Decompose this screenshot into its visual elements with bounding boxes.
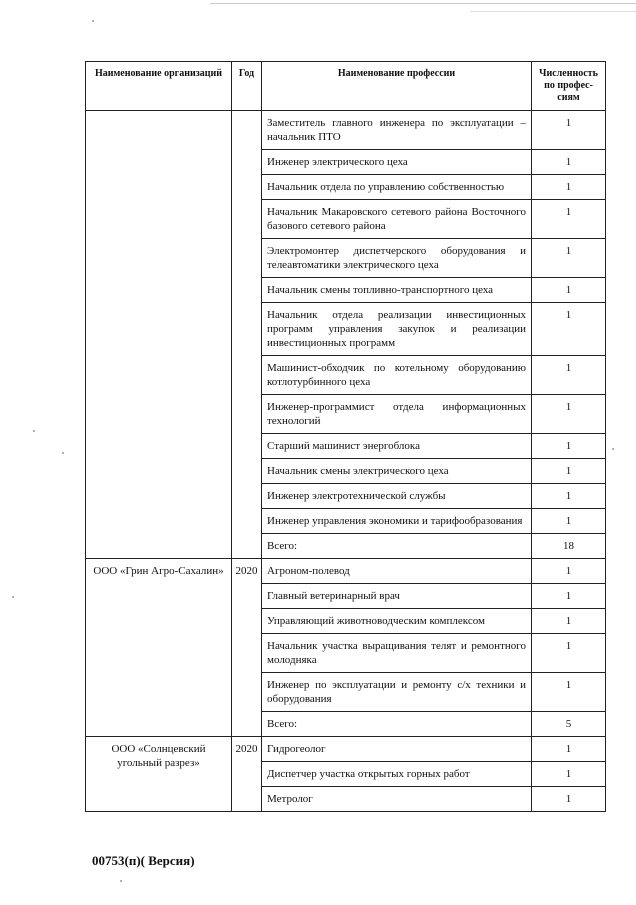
count-cell: 1: [532, 459, 606, 484]
table-row: [86, 111, 606, 150]
header-org: Наименование организаций: [86, 62, 232, 111]
total-count-cell: 18: [532, 534, 606, 559]
year-cell: 2020: [232, 559, 262, 737]
count-cell: 1: [532, 787, 606, 812]
profession-cell: Машинист-обходчик по котельному оборудованию котлотурбинного цеха: [262, 356, 532, 395]
count-cell: 1: [532, 200, 606, 239]
profession-cell: Начальник отдела по управлению собственностью: [262, 175, 532, 200]
count-cell: 1: [532, 434, 606, 459]
count-cell: 1: [532, 111, 606, 150]
table-header-row: [86, 62, 606, 111]
year-cell: 2020: [232, 737, 262, 812]
count-cell: 1: [532, 634, 606, 673]
org-cell: [86, 111, 232, 559]
profession-cell: Старший машинист энергоблока: [262, 434, 532, 459]
count-cell: 1: [532, 762, 606, 787]
year-cell: [232, 111, 262, 559]
scan-speck: [120, 880, 122, 882]
org-cell: ООО «Солнцевский угольный разрез»: [86, 737, 232, 812]
scan-speck: [92, 20, 94, 22]
profession-cell: Инженер электрического цеха: [262, 150, 532, 175]
profession-cell: Начальник смены электрического цеха: [262, 459, 532, 484]
total-count-cell: 5: [532, 712, 606, 737]
count-cell: 1: [532, 584, 606, 609]
profession-cell: Диспетчер участка открытых горных работ: [262, 762, 532, 787]
count-cell: 1: [532, 356, 606, 395]
table-row: [86, 737, 606, 762]
total-label-cell: Всего:: [262, 712, 532, 737]
header-year: Год: [232, 62, 262, 111]
profession-cell: Метролог: [262, 787, 532, 812]
count-cell: 1: [532, 673, 606, 712]
table-body: [86, 111, 606, 812]
profession-cell: Электромонтер диспетчерского оборудования и телеавтоматики электрического цеха: [262, 239, 532, 278]
org-cell: ООО «Грин Агро-Сахалин»: [86, 559, 232, 737]
scan-speck: [612, 448, 614, 450]
profession-cell: Инженер управления экономики и тарифообразования: [262, 509, 532, 534]
header-count: Численность по профес- сиям: [532, 62, 606, 111]
profession-cell: Начальник участка выращивания телят и ремонтного молодняка: [262, 634, 532, 673]
profession-cell: Управляющий животноводческим комплексом: [262, 609, 532, 634]
count-cell: 1: [532, 278, 606, 303]
total-label-cell: Всего:: [262, 534, 532, 559]
count-cell: 1: [532, 609, 606, 634]
header-profession: Наименование профессии: [262, 62, 532, 111]
count-cell: 1: [532, 737, 606, 762]
profession-cell: Главный ветеринарный врач: [262, 584, 532, 609]
count-cell: 1: [532, 175, 606, 200]
profession-cell: Инженер-программист отдела информационных технологий: [262, 395, 532, 434]
scan-artifact-line: [470, 11, 636, 12]
profession-cell: Начальник смены топливно-транспортного цеха: [262, 278, 532, 303]
profession-cell: Агроном-полевод: [262, 559, 532, 584]
count-cell: 1: [532, 509, 606, 534]
profession-cell: Гидрогеолог: [262, 737, 532, 762]
document-code: 00753(п)( Версия): [92, 853, 195, 868]
professions-table: [85, 61, 606, 812]
scan-speck: [12, 596, 14, 598]
count-cell: 1: [532, 303, 606, 356]
scan-speck: [33, 430, 35, 432]
profession-cell: Начальник Макаровского сетевого района Восточного базового сетевого района: [262, 200, 532, 239]
count-cell: 1: [532, 239, 606, 278]
profession-cell: Инженер электротехнической службы: [262, 484, 532, 509]
profession-cell: Начальник отдела реализации инвестиционных программ управления закупок и реализации инвестиционных программ: [262, 303, 532, 356]
table-row: [86, 559, 606, 584]
scan-speck: [62, 452, 64, 454]
profession-cell: Заместитель главного инженера по эксплуатации – начальник ПТО: [262, 111, 532, 150]
count-cell: 1: [532, 150, 606, 175]
count-cell: 1: [532, 395, 606, 434]
count-cell: 1: [532, 484, 606, 509]
scan-artifact-line: [210, 3, 636, 4]
profession-cell: Инженер по эксплуатации и ремонту с/х техники и оборудования: [262, 673, 532, 712]
count-cell: 1: [532, 559, 606, 584]
